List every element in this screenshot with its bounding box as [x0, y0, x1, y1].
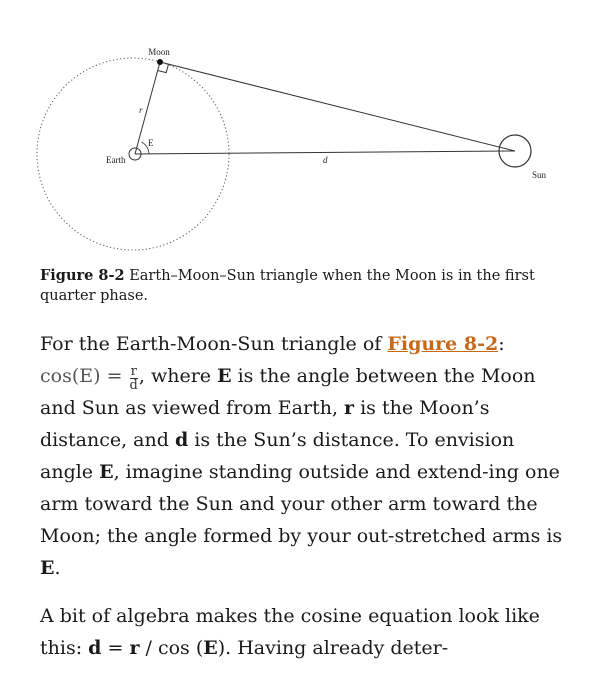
figure-number: Figure 8-2 [40, 267, 125, 284]
earth-label: Earth [106, 155, 126, 165]
p1-where: , where [138, 365, 212, 387]
r-label: r [139, 105, 143, 115]
cosine-expression: cos(E) = [40, 365, 123, 387]
figure-caption-text: Earth–Moon–Sun triangle when the Moon is in the first quarter phase. [40, 268, 535, 304]
paragraph-algebra [40, 600, 565, 664]
p1-d-term: d [174, 429, 189, 451]
r-over-d-fraction [130, 365, 138, 392]
paragraph-cosine [40, 328, 565, 584]
p1-e-term-1: E [217, 365, 232, 387]
moon-label: Moon [148, 47, 170, 57]
figure-caption [40, 266, 560, 306]
p2-cos: / cos ( [145, 637, 204, 659]
p2-r-term: r [129, 637, 140, 659]
p2-d-term: d [88, 637, 102, 659]
earth-sun-line [135, 151, 515, 154]
p1-text-2: is the Moon’s distance, and [40, 397, 490, 451]
moon-sun-line [160, 62, 515, 151]
p1-e-term-3: E [40, 557, 55, 579]
earth-moon-sun-diagram [0, 0, 601, 260]
angle-e-label: E [148, 138, 154, 148]
fraction-denominator: d [129, 378, 138, 393]
fraction-numerator: r [130, 364, 137, 379]
moon-body [157, 59, 163, 65]
figure-link[interactable]: Figure 8-2 [387, 333, 499, 355]
p2-text-end: ). Having already deter- [217, 637, 449, 659]
p1-r-term: r [344, 397, 355, 419]
p2-equals: = [107, 637, 124, 659]
p1-text-3: is the Sun’s distance. To envision angle [40, 429, 515, 483]
p2-e-term: E [203, 637, 218, 659]
sun-label: Sun [532, 170, 547, 180]
p2-text-1: A bit of algebra makes the cosine equation look like this: [40, 605, 540, 659]
d-label: d [323, 155, 328, 165]
p1-e-term-2: E [99, 461, 114, 483]
p1-lead: For the Earth-Moon-Sun triangle of [40, 333, 382, 355]
p1-text-1: is the angle between the Moon and Sun as viewed from Earth, [40, 365, 536, 419]
p1-text-4: , imagine standing outside and extend-ing one arm toward the Sun and your other arm toward the Moon; the angle formed by your out-stretched arms is [40, 461, 563, 547]
p1-text-5: . [54, 557, 61, 579]
p1-colon: : [498, 333, 505, 355]
